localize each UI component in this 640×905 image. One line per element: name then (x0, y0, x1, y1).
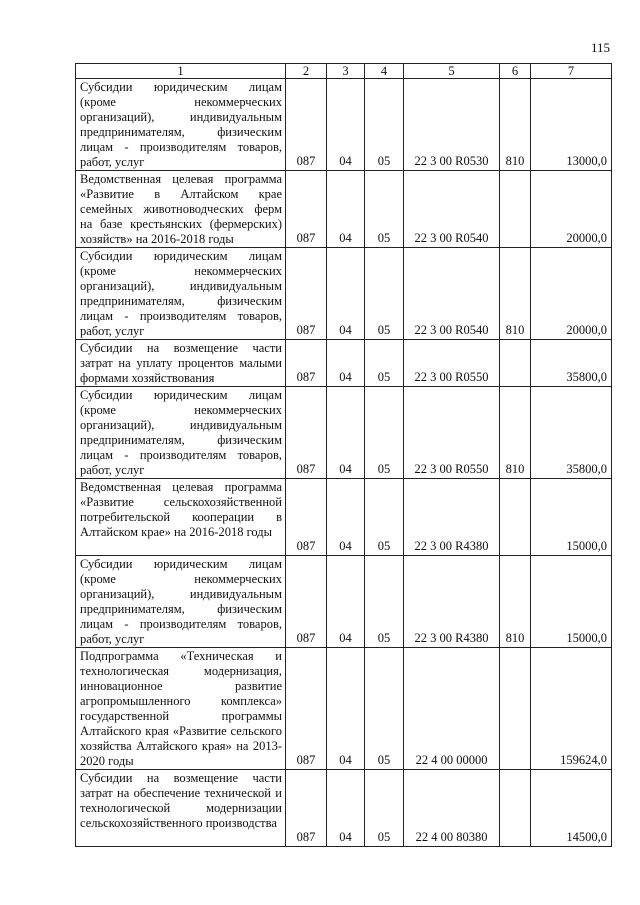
expense-type-code: 810 (500, 79, 531, 171)
amount: 20000,0 (531, 248, 612, 340)
ministry-code: 087 (286, 770, 327, 847)
row-description: Субсидии на возмещение части затрат на уплату процентов малыми формами хозяйствования (76, 340, 286, 387)
row-description: Субсидии на возмещение части затрат на обеспечение технической и технологической модернизации сельскохозяйственного производства (76, 770, 286, 847)
amount: 35800,0 (531, 340, 612, 387)
target-article-code: 22 4 00 00000 (404, 648, 500, 770)
ministry-code: 087 (286, 387, 327, 479)
amount: 159624,0 (531, 648, 612, 770)
expense-type-code (500, 340, 531, 387)
expense-type-code (500, 648, 531, 770)
column-header: 4 (365, 64, 404, 79)
target-article-code: 22 3 00 R0550 (404, 340, 500, 387)
ministry-code: 087 (286, 479, 327, 556)
page-number: 115 (590, 40, 610, 55)
subsection-code: 05 (365, 556, 404, 648)
column-header: 1 (76, 64, 286, 79)
expense-type-code (500, 171, 531, 248)
subsection-code: 05 (365, 340, 404, 387)
column-header: 3 (327, 64, 365, 79)
ministry-code: 087 (286, 79, 327, 171)
ministry-code: 087 (286, 556, 327, 648)
amount: 14500,0 (531, 770, 612, 847)
ministry-code: 087 (286, 248, 327, 340)
expense-type-code (500, 479, 531, 556)
ministry-code: 087 (286, 171, 327, 248)
amount: 13000,0 (531, 79, 612, 171)
subsection-code: 05 (365, 479, 404, 556)
target-article-code: 22 4 00 80380 (404, 770, 500, 847)
column-header: 6 (500, 64, 531, 79)
table-row (76, 556, 612, 648)
expense-type-code: 810 (500, 556, 531, 648)
amount: 20000,0 (531, 171, 612, 248)
ministry-code: 087 (286, 648, 327, 770)
row-description: Субсидии юридическим лицам (кроме некоммерческих организаций), индивидуальным предпринимателям, физическим лицам - производителям товаров, работ, услуг (76, 79, 286, 171)
section-code: 04 (327, 770, 365, 847)
target-article-code: 22 3 00 R0540 (404, 248, 500, 340)
subsection-code: 05 (365, 171, 404, 248)
expense-type-code: 810 (500, 248, 531, 340)
table-row (76, 648, 612, 770)
table-row (76, 340, 612, 387)
row-description: Подпрограмма «Техническая и технологическая модернизация, инновационное развитие агропромышленного комплекса» государственной программы Алтайского края «Развитие сельского хозяйства Алтайского края» на 2013-2020 годы (76, 648, 286, 770)
target-article-code: 22 3 00 R4380 (404, 479, 500, 556)
section-code: 04 (327, 248, 365, 340)
budget-table (75, 63, 612, 847)
table-header-row (76, 64, 612, 79)
table-row (76, 387, 612, 479)
column-header: 5 (404, 64, 500, 79)
subsection-code: 05 (365, 248, 404, 340)
expense-type-code: 810 (500, 387, 531, 479)
section-code: 04 (327, 171, 365, 248)
row-description: Субсидии юридическим лицам (кроме некоммерческих организаций), индивидуальным предпринимателям, физическим лицам - производителям товаров, работ, услуг (76, 248, 286, 340)
row-description: Ведомственная целевая программа «Развитие сельскохозяйственной потребительской кооперации в Алтайском крае» на 2016-2018 годы (76, 479, 286, 556)
subsection-code: 05 (365, 387, 404, 479)
section-code: 04 (327, 479, 365, 556)
section-code: 04 (327, 79, 365, 171)
row-description: Субсидии юридическим лицам (кроме некоммерческих организаций), индивидуальным предпринимателям, физическим лицам - производителям товаров, работ, услуг (76, 556, 286, 648)
amount: 35800,0 (531, 387, 612, 479)
amount: 15000,0 (531, 479, 612, 556)
row-description: Субсидии юридическим лицам (кроме некоммерческих организаций), индивидуальным предпринимателям, физическим лицам - производителям товаров, работ, услуг (76, 387, 286, 479)
section-code: 04 (327, 556, 365, 648)
section-code: 04 (327, 387, 365, 479)
target-article-code: 22 3 00 R0540 (404, 171, 500, 248)
ministry-code: 087 (286, 340, 327, 387)
target-article-code: 22 3 00 R0550 (404, 387, 500, 479)
expense-type-code (500, 770, 531, 847)
table-row (76, 79, 612, 171)
table-row (76, 248, 612, 340)
table-row (76, 171, 612, 248)
section-code: 04 (327, 648, 365, 770)
row-description: Ведомственная целевая программа «Развитие в Алтайском крае семейных животноводческих ферм на базе крестьянских (фермерских) хозяйств» на 2016-2018 годы (76, 171, 286, 248)
section-code: 04 (327, 340, 365, 387)
subsection-code: 05 (365, 79, 404, 171)
subsection-code: 05 (365, 770, 404, 847)
table-row (76, 770, 612, 847)
subsection-code: 05 (365, 648, 404, 770)
column-header: 7 (531, 64, 612, 79)
target-article-code: 22 3 00 R4380 (404, 556, 500, 648)
amount: 15000,0 (531, 556, 612, 648)
target-article-code: 22 3 00 R0530 (404, 79, 500, 171)
table-row (76, 479, 612, 556)
column-header: 2 (286, 64, 327, 79)
